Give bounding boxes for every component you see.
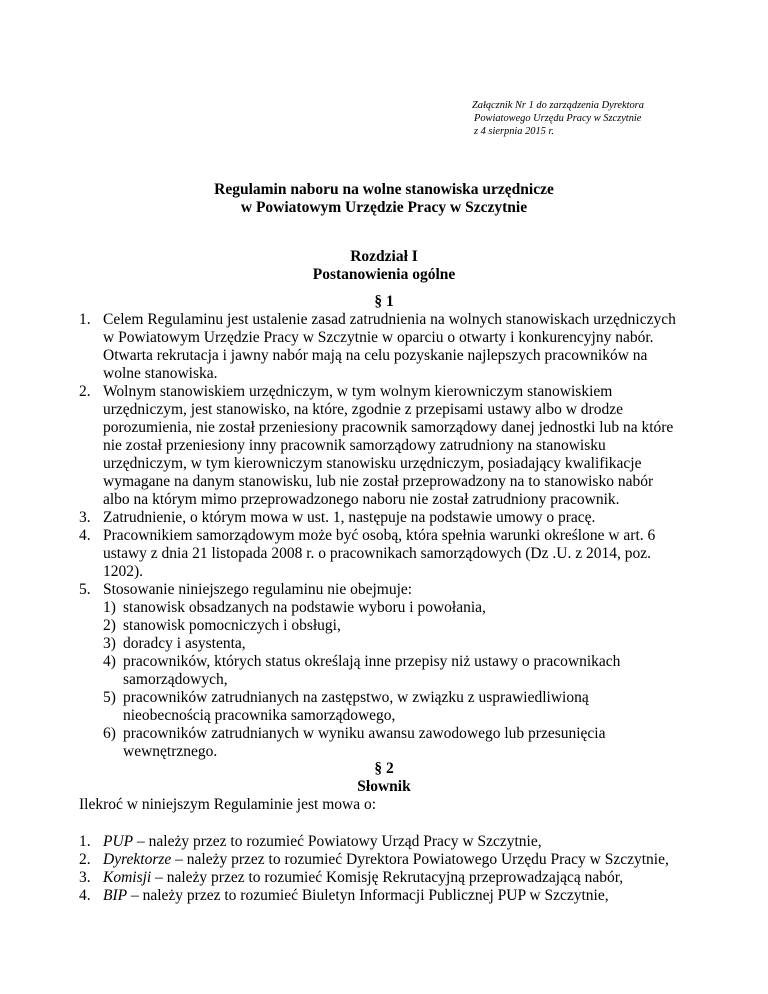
- item-text: Celem Regulaminu jest ustalenie zasad zatrudnienia na wolnych stanowiskach urzędniczych w Powiatowym Urzędzie Pracy w Szczytnie w oparciu o otwarty i konkurencyjny nabór. Otwarta rekrutacja i jawny nabór mają na celu pozyskanie najlepszych pracowników na wolne stanowiska.: [103, 311, 676, 382]
- section-2-name: Słownik: [357, 778, 411, 795]
- sub-item-number: 5): [103, 689, 116, 706]
- item-text: Pracownikiem samorządowym może być osobą, która spełnia warunki określone w art. 6 ustawy z dnia 21 listopada 2008 r. o pracownikach samorządowych (Dz .U. z 2014, poz. 1202).: [103, 527, 656, 580]
- annex-line-1: Załącznik Nr 1 do zarządzenia Dyrektora: [472, 100, 644, 111]
- list-item: [79, 851, 679, 869]
- item-number: 1.: [79, 311, 91, 328]
- sub-item-number: 4): [103, 653, 116, 670]
- section-2-lead: Ilekroć w niniejszym Regulaminie jest mowa o:: [79, 796, 377, 813]
- section-1-list: [79, 311, 679, 761]
- item-number: 1.: [79, 833, 91, 850]
- list-item: [79, 527, 679, 581]
- sub-item-text: stanowisk pomocniczych i obsługi,: [123, 617, 341, 634]
- definition-text: – należy przez to rozumieć Dyrektora Powiatowego Urzędu Pracy w Szczytnie,: [171, 851, 669, 868]
- item-number: 3.: [79, 509, 91, 526]
- defined-term: Komisji: [103, 869, 152, 886]
- sub-list-item: [103, 725, 679, 761]
- sub-item-number: 1): [103, 599, 116, 616]
- definition-text: – należy przez to rozumieć Komisję Rekrutacyjną przeprowadzającą nabór,: [151, 869, 624, 886]
- defined-term: BIP: [103, 887, 128, 904]
- sub-list-item: [103, 689, 679, 725]
- list-item: [79, 581, 679, 761]
- list-item: [79, 383, 679, 509]
- section-2-label: § 2: [374, 760, 394, 777]
- annex-line-3: z 4 sierpnia 2015 r.: [474, 126, 554, 137]
- sub-item-text: pracowników zatrudnianych w wyniku awansu zawodowego lub przesunięcia wewnętrznego.: [123, 725, 606, 760]
- chapter-number: Rozdział I: [350, 248, 418, 265]
- sub-list-item: [103, 599, 679, 617]
- section-1-label: § 1: [374, 293, 394, 310]
- sub-item-number: 2): [103, 617, 116, 634]
- annex-note: [472, 99, 644, 138]
- item-number: 2.: [79, 851, 91, 868]
- item-number: 4.: [79, 887, 91, 904]
- definition-text: – należy przez to rozumieć Biuletyn Informacji Publicznej PUP w Szczytnie,: [127, 887, 609, 904]
- sub-item-text: doradcy i asystenta,: [123, 635, 246, 652]
- sub-list-item: [103, 653, 679, 689]
- list-item: [79, 869, 679, 887]
- list-item: [79, 833, 679, 851]
- sub-list-item: [103, 617, 679, 635]
- item-number: 2.: [79, 383, 91, 400]
- list-item: [79, 311, 679, 383]
- definition-text: – należy przez to rozumieć Powiatowy Urząd Pracy w Szczytnie,: [133, 833, 542, 850]
- sub-item-text: pracowników zatrudnianych na zastępstwo, w związku z usprawiedliwioną nieobecnością pracownika samorządowego,: [123, 689, 589, 724]
- sub-item-number: 6): [103, 725, 116, 742]
- list-item: [79, 509, 679, 527]
- title-line-2: w Powiatowym Urzędzie Pracy w Szczytnie: [240, 199, 528, 216]
- annex-line-2: Powiatowego Urzędu Pracy w Szczytnie: [474, 113, 642, 124]
- item-text: Zatrudnienie, o którym mowa w ust. 1, następuje na podstawie umowy o pracę.: [103, 509, 596, 526]
- title-line-1: Regulamin naboru na wolne stanowiska urzędnicze: [214, 181, 554, 198]
- document-title: [0, 181, 768, 217]
- exclusions-list: [103, 599, 679, 761]
- list-item: [79, 887, 679, 905]
- chapter-name: Postanowienia ogólne: [312, 266, 456, 283]
- item-text: Stosowanie niniejszego regulaminu nie obejmuje:: [103, 581, 413, 598]
- item-number: 3.: [79, 869, 91, 886]
- sub-item-text: pracowników, których status określają inne przepisy niż ustawy o pracownikach samorządowych,: [123, 653, 621, 688]
- item-text: Wolnym stanowiskiem urzędniczym, w tym wolnym kierowniczym stanowiskiem urzędniczym, jest stanowisko, na które, zgodnie z przepisami ustawy albo w drodze porozumienia, nie został przeniesiony pracownik samorządowy danej jednostki lub na które nie został przeniesiony inny pracownik samorządowy zatrudniony na stanowisku urzędniczym, w tym kierowniczym stanowisku urzędniczym, posiadający kwalifikacje wymagane na danym stanowisku, lub nie został przeprowadzony na to stanowisko nabór albo na którym mimo przeprowadzonego naboru nie został zatrudniony pracownik.: [103, 383, 674, 508]
- sub-item-number: 3): [103, 635, 116, 652]
- dictionary-list: [79, 833, 679, 905]
- sub-list-item: [103, 635, 679, 653]
- chapter-heading: [0, 248, 768, 284]
- defined-term: Dyrektorze: [103, 851, 172, 868]
- item-number: 4.: [79, 527, 91, 544]
- sub-item-text: stanowisk obsadzanych na podstawie wyboru i powołania,: [123, 599, 486, 616]
- defined-term: PUP: [103, 833, 134, 850]
- item-number: 5.: [79, 581, 91, 598]
